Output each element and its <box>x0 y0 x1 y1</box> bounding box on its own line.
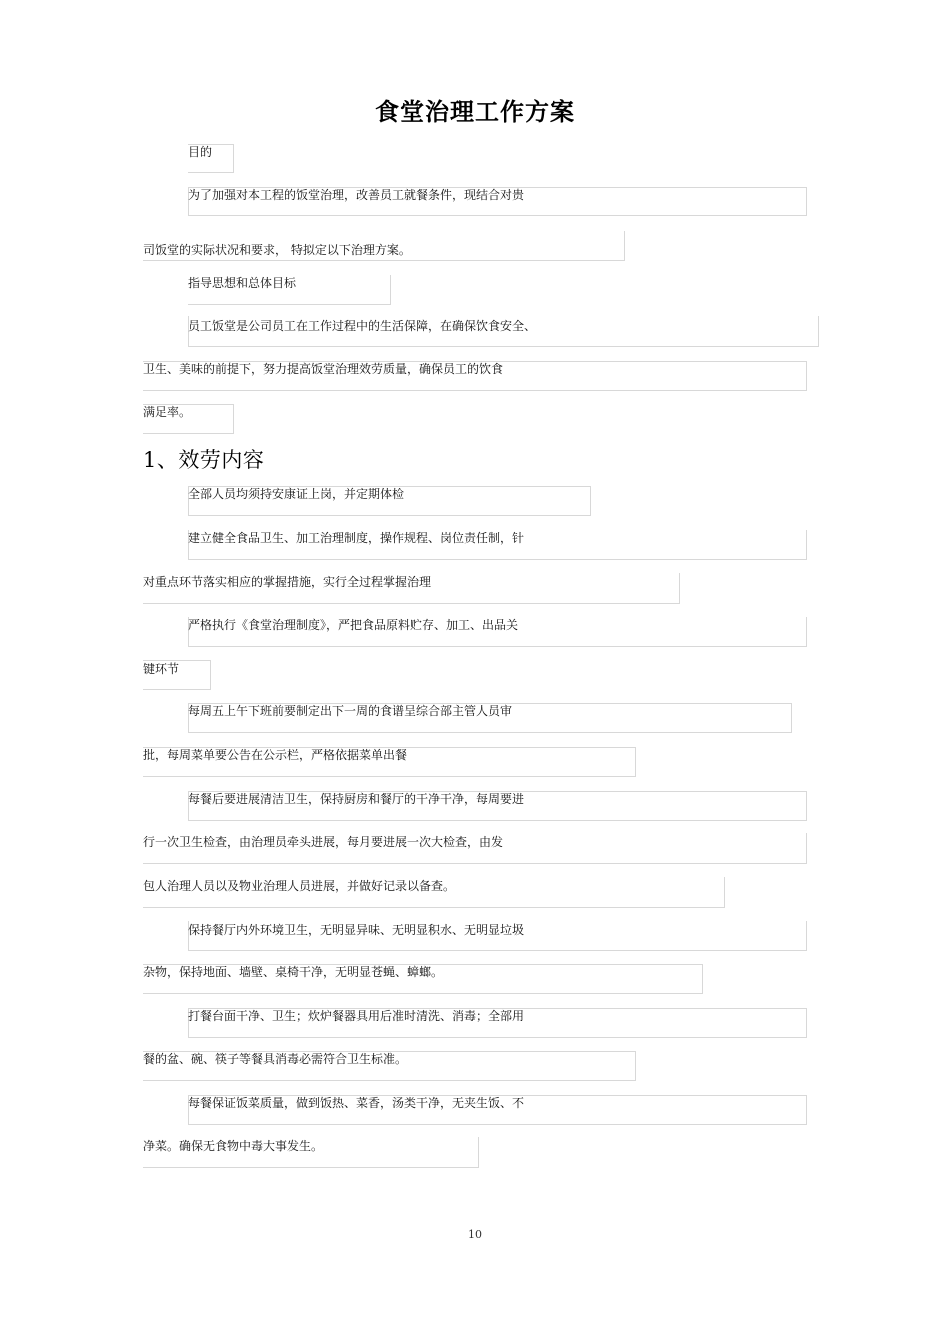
paragraph-line: 员工饭堂是公司员工在工作过程中的生活保障，在确保饮食安全、 <box>188 319 537 333</box>
section-heading: 1、效劳内容 <box>143 448 265 472</box>
list-item: 每周五上午下班前要制定出下一周的食谱呈综合部主管人员审 <box>188 704 513 718</box>
paragraph-line: 为了加强对本工程的饭堂治理，改善员工就餐条件，现结合对贵 <box>188 188 525 202</box>
list-item: 每餐保证饭菜质量，做到饭热、菜香，汤类干净，无夹生饭、不 <box>188 1096 525 1110</box>
list-item: 每餐后要进展清洁卫生，保持厨房和餐厅的干净干净，每周要进 <box>188 792 525 806</box>
list-item: 建立健全食品卫生、加工治理制度，操作规程、岗位责任制，针 <box>188 531 525 545</box>
list-item-continuation: 杂物，保持地面、墙壁、桌椅干净，无明显苍蝇、蟑螂。 <box>143 965 444 979</box>
list-item-continuation: 餐的盆、碗、筷子等餐具消毒必需符合卫生标准。 <box>143 1052 408 1066</box>
list-item: 保持餐厅内外环境卫生，无明显异味、无明显积水、无明显垃圾 <box>188 923 525 937</box>
document-title: 食堂治理工作方案 <box>375 97 575 126</box>
list-item-continuation: 对重点环节落实相应的掌握措施，实行全过程掌握治理 <box>143 575 432 589</box>
list-item-continuation: 批，每周菜单要公告在公示栏，严格依据菜单出餐 <box>143 748 408 762</box>
list-item-continuation: 行一次卫生检查，由治理员牵头进展，每月要进展一次大检查，由发 <box>143 835 504 849</box>
list-item: 严格执行《食堂治理制度》，严把食品原料贮存、加工、出品关 <box>188 618 519 632</box>
list-item: 打餐台面干净、卫生；炊炉餐器具用后准时清洗、消毒；全部用 <box>188 1009 525 1023</box>
heading-guiding-ideas: 指导思想和总体目标 <box>188 276 297 290</box>
list-item-continuation: 净菜。确保无食物中毒大事发生。 <box>143 1139 324 1153</box>
paragraph-line: 司饭堂的实际状况和要求， 特拟定以下治理方案。 <box>143 243 411 257</box>
heading-purpose: 目的 <box>188 145 213 159</box>
list-item-continuation: 键环节 <box>143 662 180 676</box>
list-item-continuation: 包人治理人员以及物业治理人员进展，并做好记录以备查。 <box>143 879 456 893</box>
page-number: 10 <box>468 1228 482 1241</box>
list-item: 全部人员均须持安康证上岗，并定期体检 <box>188 487 405 501</box>
paragraph-line: 满足率。 <box>143 405 192 419</box>
paragraph-line: 卫生、美味的前提下，努力提高饭堂治理效劳质量，确保员工的饮食 <box>143 362 504 376</box>
